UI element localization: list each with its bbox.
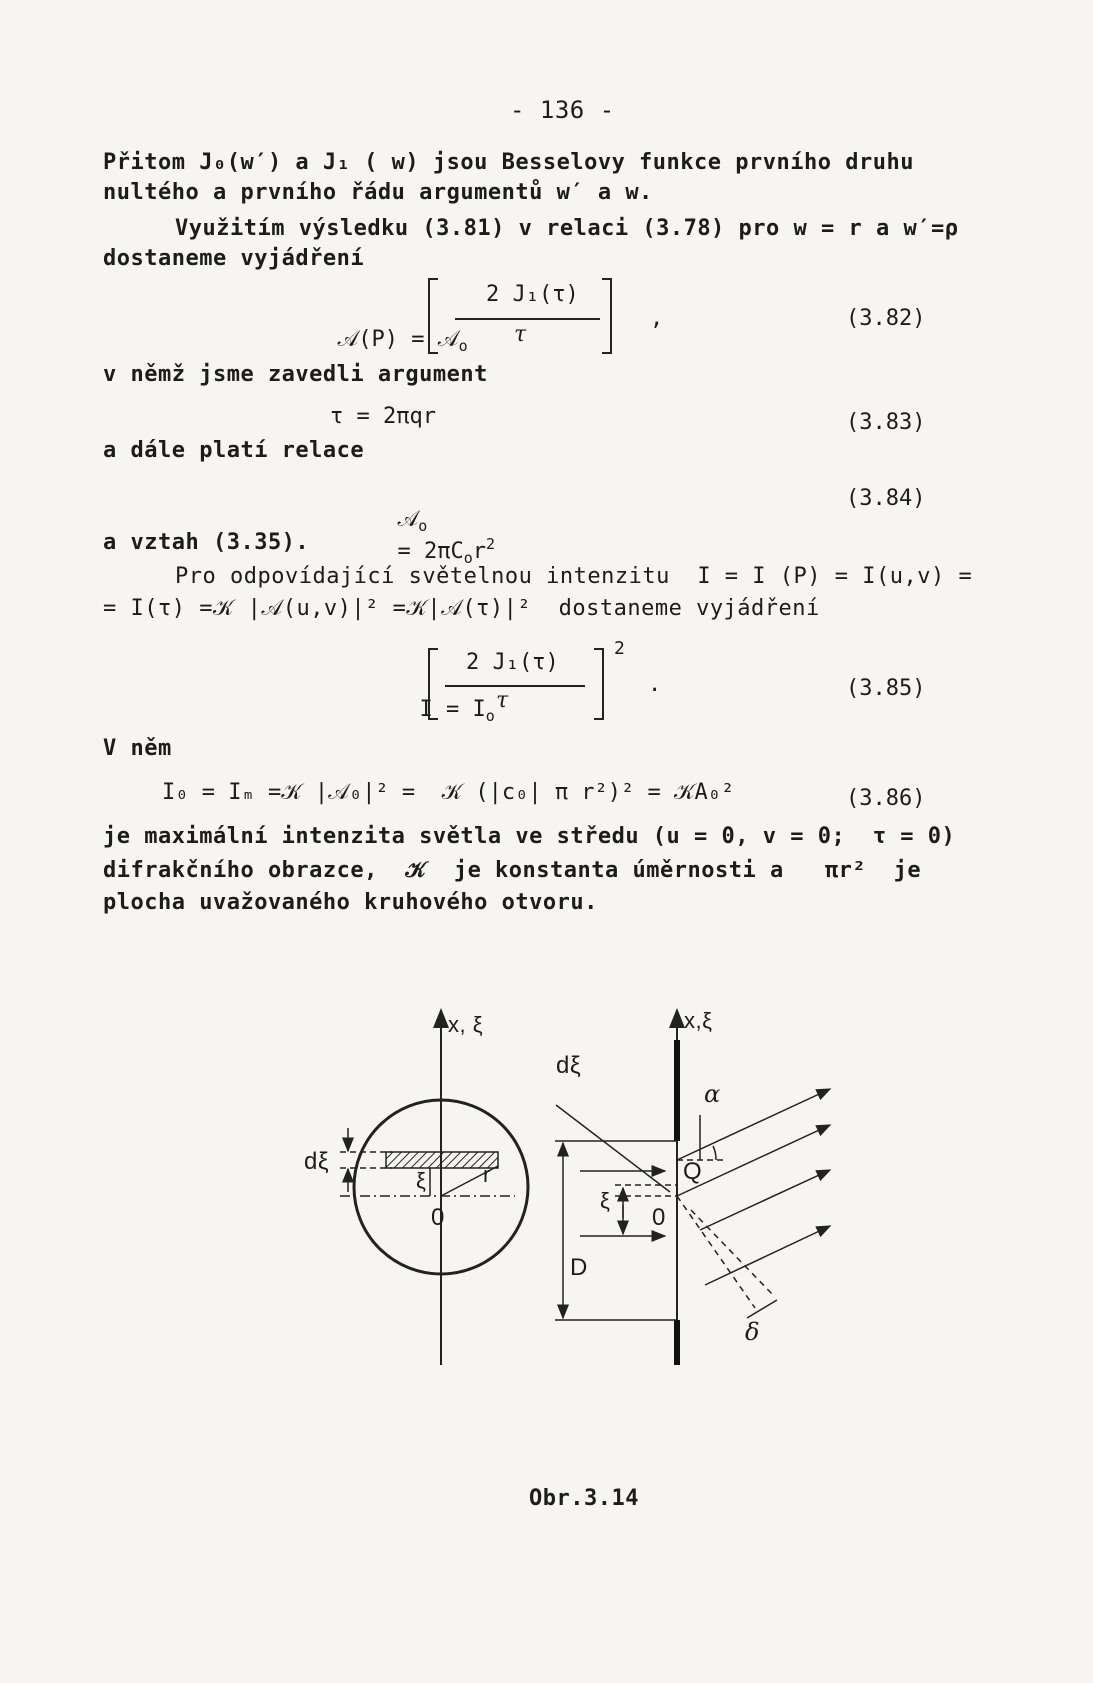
fraction-denominator: τ	[496, 688, 509, 713]
eq-lhs: I = I	[419, 697, 486, 722]
paragraph-line: dostaneme vyjádření	[103, 246, 365, 271]
equation-label: (3.82)	[846, 306, 926, 331]
eq-lhs: 𝒜	[397, 507, 419, 532]
paragraph-line: difrakčního obrazce, 𝒦 je konstanta úměrnosti a πr² je	[103, 858, 922, 883]
paragraph-line: a vztah (3.35).	[103, 530, 310, 555]
eq-lhs: 𝒜(P) = 𝒜	[337, 327, 459, 352]
figure-caption: Obr.3.14	[529, 1486, 639, 1511]
path-dash	[691, 1210, 773, 1295]
D-label: D	[570, 1254, 588, 1281]
eq-rhs: = 2πC	[397, 539, 464, 564]
left-axis-label: x, ξ	[448, 1012, 484, 1037]
delta-bracket	[747, 1300, 777, 1318]
paragraph-line: nultého a prvního řádu argumentů w′ a w.	[103, 180, 653, 205]
fraction-numerator: 2 J₁(τ)	[486, 282, 579, 307]
paragraph-line: = I(τ) =𝒦 |𝒜(u,v)|² =𝒦|𝒜(τ)|² dostaneme vyjádření	[103, 596, 820, 621]
eq-rhs-tail: r	[472, 539, 486, 564]
paragraph-line: Pro odpovídající světelnou intenzitu I = I (P) = I(u,v) =	[175, 564, 973, 589]
paragraph-line: a dále platí relace	[103, 438, 365, 463]
xi-right-label: ξ	[600, 1188, 611, 1213]
paragraph-line: plocha uvažovaného kruhového otvoru.	[103, 890, 598, 915]
paragraph-line: v němž jsme zavedli argument	[103, 362, 488, 387]
eq-trail: ,	[650, 306, 664, 331]
paragraph-line: Využitím výsledku (3.81) v relaci (3.78) pro w = r a w′=ρ	[175, 216, 959, 241]
xi-circle-label: ξ	[416, 1168, 427, 1193]
eq-sup: 2	[614, 638, 625, 659]
fraction-denominator: τ	[514, 322, 527, 347]
Q-label: Q	[683, 1158, 703, 1185]
origin-left-label: 0	[431, 1204, 445, 1231]
eq-trail: .	[648, 672, 662, 697]
fraction-numerator: 2 J₁(τ)	[466, 650, 559, 675]
equation-label: (3.83)	[846, 410, 926, 435]
equation-label: (3.84)	[846, 486, 926, 511]
equation-3-86: I₀ = Iₘ =𝒦 |𝒜₀|² = 𝒦 (|c₀| π r²)² = 𝒦A₀²	[162, 780, 735, 805]
origin-right-label: 0	[652, 1204, 666, 1231]
eq-rhs-sub: o	[463, 549, 473, 567]
eq-lhs-sub: o	[458, 337, 468, 355]
eq-lhs-sub: o	[485, 707, 495, 725]
paragraph-line: Přitom J₀(w′) a J₁ ( w) jsou Besselovy funkce prvního druhu	[103, 150, 914, 175]
equation-label: (3.86)	[846, 786, 926, 811]
dxi-pointer	[556, 1105, 670, 1192]
equation-3-83: τ = 2πqr	[330, 404, 436, 429]
eq-lhs-sub: o	[418, 517, 428, 535]
paragraph-line: V něm	[103, 736, 172, 761]
path-dash	[677, 1196, 755, 1308]
eq-rhs-sup: 2	[486, 535, 496, 553]
equation-label: (3.85)	[846, 676, 926, 701]
delta-label: δ	[745, 1318, 760, 1346]
r-label: r	[483, 1162, 491, 1187]
hatched-strip	[386, 1152, 498, 1168]
right-axis-label: x,ξ	[684, 1008, 713, 1033]
diffracted-ray	[705, 1226, 830, 1285]
dxi-left-label: dξ	[304, 1148, 330, 1175]
page-number: - 136 -	[510, 96, 615, 124]
alpha-label: α	[704, 1080, 721, 1108]
dxi-top-label: dξ	[556, 1052, 582, 1079]
alpha-arc	[713, 1146, 716, 1160]
diffracted-ray	[700, 1170, 830, 1230]
paragraph-line: je maximální intenzita světla ve středu (u = 0, v = 0; τ = 0)	[103, 824, 956, 849]
